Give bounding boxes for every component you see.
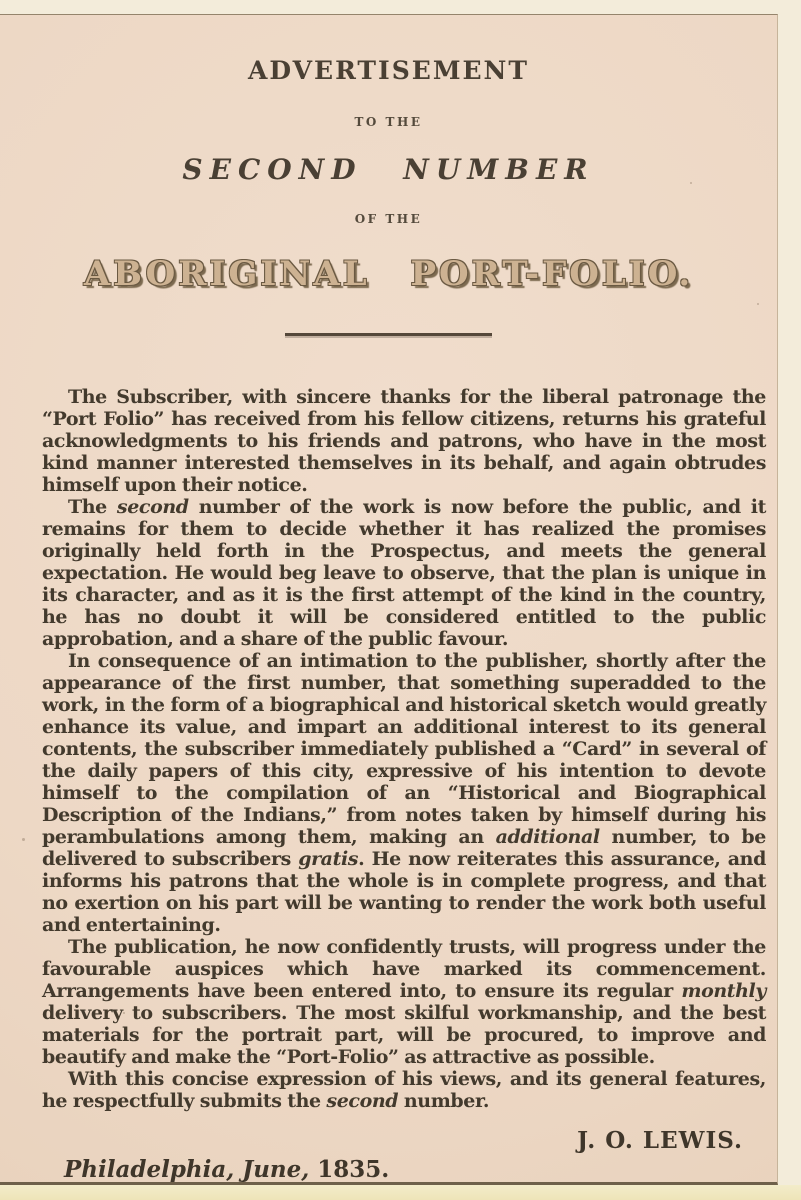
italic-text-run: second bbox=[116, 496, 189, 518]
document-page bbox=[0, 14, 778, 1185]
text-run: number, to be delivered to subscribers bbox=[42, 826, 766, 870]
text-run: number. bbox=[398, 1090, 490, 1112]
paper-speck bbox=[757, 303, 759, 305]
document-header bbox=[0, 58, 777, 336]
paper-speck bbox=[123, 1012, 125, 1014]
paper-speck bbox=[22, 838, 25, 841]
body-paragraph bbox=[42, 1068, 766, 1112]
second-number-heading: SECOND NUMBER bbox=[182, 153, 595, 186]
italic-text-run: additional bbox=[495, 826, 600, 848]
text-run: The bbox=[68, 496, 117, 518]
of-the-line: OF THE bbox=[354, 212, 423, 226]
text-run: 1835. bbox=[317, 1156, 390, 1183]
to-the-line: TO THE bbox=[354, 115, 423, 129]
text-run: The Subscriber, with sincere thanks for the liberal patronage the “Port Folio” has received from his fellow citizens, returns his grateful acknowledgments to his friends and patrons, who have in the most kind manner interested themselves in its behalf, and again obtrudes himself upon their notice. bbox=[42, 386, 766, 496]
italic-text-run: gratis bbox=[298, 848, 359, 870]
body-paragraph bbox=[42, 936, 766, 1068]
signature: J. O. LEWIS. bbox=[577, 1127, 743, 1154]
text-run: In consequence of an intimation to the publisher, shortly after the appearance of the first number, that something superadded to the work, in the form of a biographical and historical sketch would greatly enhance its value, and impart an additional interest to its general contents, the subscriber immediately published a “Card” in several of the daily papers of this city, expressive of his intention to devote himself to the compilation of an “Historical and Biographical Description of the Indians,” from notes taken by himself during his perambulations among them, making an bbox=[42, 650, 766, 848]
advertisement-body bbox=[42, 386, 766, 1112]
paper-speck bbox=[690, 182, 692, 184]
text-run: . He now reiterates this assurance, and informs his patrons that the whole is in complete progress, and that no exertion on his part will be wanting to render the work both useful and entertaining. bbox=[42, 848, 766, 936]
italic-text-run: second bbox=[326, 1090, 399, 1112]
italic-text-run: monthly bbox=[681, 980, 766, 1002]
body-paragraph bbox=[42, 650, 766, 936]
divider-rule bbox=[285, 333, 492, 336]
text-run: delivery to subscribers. The most skilful workmanship, and the best materials for the portrait part, will be procured, to improve and beautify and make the “Port-Folio” as attractive as possible. bbox=[42, 1002, 766, 1068]
italic-text-run: Philadelphia, June, bbox=[64, 1156, 318, 1183]
text-run: number of the work is now before the public, and it remains for them to decide whether it has realized the promises originally held forth in the Prospectus, and meets the general expectation. He would beg leave to observe, that the plan is unique in its character, and as it is the first attempt of the kind in the country, he has no doubt it will be considered entitled to the public approbation, and a share of the public favour. bbox=[42, 496, 766, 650]
paper-speck bbox=[642, 862, 644, 864]
scan-bottom-edge bbox=[0, 1185, 801, 1200]
text-run: The publication, he now confidently trusts, will progress under the favourable auspices which have marked its commencement. Arrangements have been entered into, to ensure its regular bbox=[42, 936, 766, 1002]
dateline bbox=[64, 1156, 777, 1184]
advertisement-heading: ADVERTISEMENT bbox=[247, 56, 530, 85]
text-run: With this concise expression of his views, and its general features, he respectfully submits the bbox=[42, 1068, 766, 1112]
body-paragraph bbox=[42, 496, 766, 650]
work-title-heading: ABORIGINAL PORT-FOLIO. bbox=[83, 254, 694, 294]
body-paragraph bbox=[42, 386, 766, 496]
